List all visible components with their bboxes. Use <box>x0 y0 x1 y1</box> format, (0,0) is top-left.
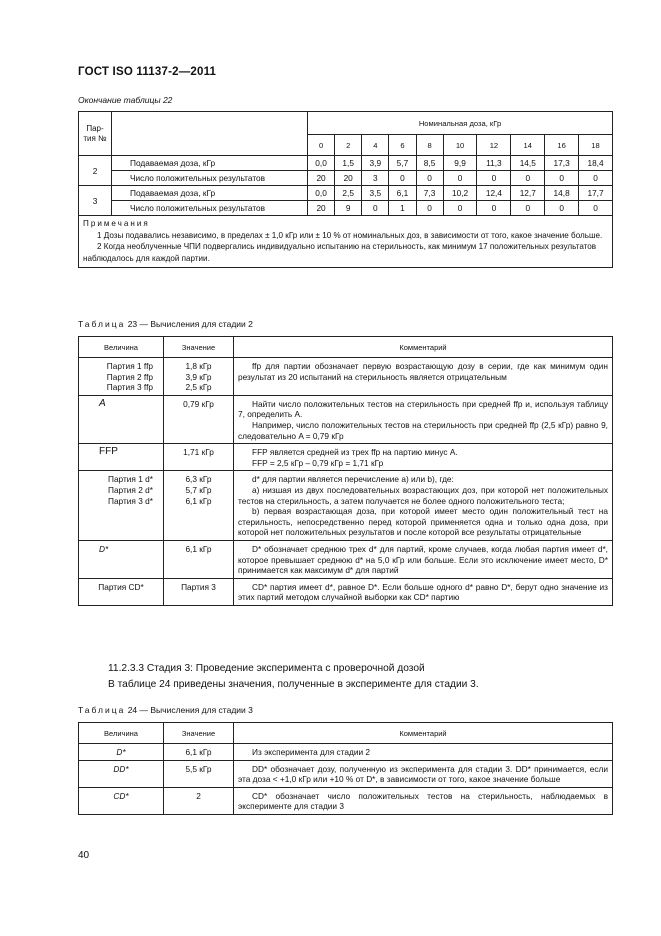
table-cell: 2,5 <box>335 186 362 201</box>
table-cell: 11,3 <box>477 156 511 171</box>
value-cell: 5,5 кГр <box>164 760 234 787</box>
col-quantity: Величина <box>79 723 164 744</box>
table23 <box>78 336 613 606</box>
dose-column-header: 6 <box>389 135 416 156</box>
notes-title: Примечания <box>83 219 150 228</box>
table-cell: 0 <box>443 201 477 216</box>
table-cell: 0,0 <box>308 186 335 201</box>
table-cell: 3 <box>362 171 389 186</box>
table-cell: 18,4 <box>579 156 613 171</box>
note-1: 1 Дозы подавались независимо, в пределах ± 1,0 кГр или ± 10 % от номинальных доз, в зависимости от того, какое значение больше. <box>97 230 603 240</box>
table-row <box>79 171 613 186</box>
table22 <box>78 111 613 268</box>
table-cell: 9 <box>335 201 362 216</box>
dose-column-header: 16 <box>545 135 579 156</box>
table-row <box>79 787 613 814</box>
batch-number: 3 <box>79 186 112 216</box>
table-cell: 12,4 <box>477 186 511 201</box>
table-cell: 0 <box>511 201 545 216</box>
table-row: A 0,79 кГр Найти число положительных тестов на стерильность при средней ffp и, используя таблицу 7, определить A. Например, число положительных тестов на стерильность при средней ffp (2,5 кГр) равно 9, следовательно A = 0,79 кГр <box>79 395 613 443</box>
col-value: Значение <box>164 337 234 358</box>
table-row: Партия 1 ffp Партия 2 ffp Партия 3 ffp 1,8 кГр 3,9 кГр 2,5 кГр ffp для партии обозначает первую возрастающую дозу в серии, где как минимум один результат из 20 испытаний на стерильность является отрицательным <box>79 358 613 396</box>
section-text: В таблице 24 приведены значения, полученные в эксперименте для стадии 3. <box>108 679 479 690</box>
table-row: D* 6,1 кГр D* обозначает среднюю трех d* для партий, кроме случаев, когда любая партия имеет d*, которое превышает среднюю d* на 5,0 кГр или больше. Если это исключение имеет место, D* принимается как максимум d* для партий <box>79 540 613 578</box>
dose-column-header: 0 <box>308 135 335 156</box>
table-cell: 0 <box>545 171 579 186</box>
col-value: Значение <box>164 723 234 744</box>
section-heading: 11.2.3.3 Стадия 3: Проведение эксперимента с проверочной дозой <box>108 663 425 674</box>
table-cell: 0 <box>511 171 545 186</box>
table-cell: 17,3 <box>545 156 579 171</box>
row-label: Подаваемая доза, кГр <box>112 156 308 171</box>
table-row: Партия 1 d* Партия 2 d* Партия 3 d* 6,3 кГр 5,7 кГр 6,1 кГр d* для партии является перечисление а) или b), где: а) низшая из двух последовательных возрастающих доз, при которой нет положительных тестов на стерильность, а затем получается не более одного положительного теста; b) первая возрастающая доза, при которой имеет место один положительный тест на стерильность, непосредственно перед которой применяется одна и только одна доза, при которой нет положительных результатов и после которой все результаты отрицательные <box>79 471 613 541</box>
table-cell: 0 <box>362 201 389 216</box>
table-row <box>79 744 613 761</box>
comment-cell: CD* обозначает число положительных тестов на стерильность, наблюдаемых в эксперименте для стадии 3 <box>238 790 608 812</box>
table-cell: 14,8 <box>545 186 579 201</box>
col-comment: Комментарий <box>234 723 613 744</box>
batch-header: Пар- тия № <box>79 112 112 156</box>
table-cell: 3,9 <box>362 156 389 171</box>
table22-notes <box>79 216 613 268</box>
table-cell: 0 <box>389 171 416 186</box>
table-cell: 5,7 <box>389 156 416 171</box>
comment-cell: Из эксперимента для стадии 2 <box>252 747 371 757</box>
table-cell: 9,9 <box>443 156 477 171</box>
document-header: ГОСТ ISO 11137-2—2011 <box>78 66 217 78</box>
table-row: Партия CD* Партия 3 CD* партия имеет d*, равное D*. Если больше одного d* равно D*, берут одно значение из этих партий методом случайной выборки как CD* партию <box>79 578 613 605</box>
row-label: Число положительных результатов <box>112 201 308 216</box>
table-cell: 0 <box>477 201 511 216</box>
table24-caption: Таблица 24 — Вычисления для стадии 3 <box>78 705 253 715</box>
table-cell: 7,3 <box>416 186 443 201</box>
table-row <box>79 186 613 201</box>
table-cell: 0 <box>579 171 613 186</box>
table-cell: 10,2 <box>443 186 477 201</box>
dose-column-header: 2 <box>335 135 362 156</box>
table-row <box>79 201 613 216</box>
note-2: 2 Когда необлученные ЧПИ подвергались индивидуально испытанию на стерильность, как минимум 17 положительных результатов наблюдалось для каждой партии. <box>83 242 597 263</box>
table-cell: 14,5 <box>511 156 545 171</box>
table-cell: 0 <box>416 171 443 186</box>
quantity-cell: CD* <box>79 787 164 814</box>
quantity-cell: DD* <box>79 760 164 787</box>
table-cell: 3,5 <box>362 186 389 201</box>
table-cell: 0 <box>443 171 477 186</box>
table-cell: 8,5 <box>416 156 443 171</box>
table-row <box>79 156 613 171</box>
table-cell: 6,1 <box>389 186 416 201</box>
comment-cell: DD* обозначает дозу, полученную из эксперимента для стадии 3. DD* принимается, если эта доза < +1,0 кГр или +10 % от D*, в зависимости от того, какое значение больше <box>238 763 608 785</box>
value-cell: 2 <box>164 787 234 814</box>
table-cell: 0 <box>477 171 511 186</box>
table22-caption: Окончание таблицы 22 <box>78 95 173 105</box>
table-row <box>79 760 613 787</box>
table-cell: 12,7 <box>511 186 545 201</box>
row-label: Число положительных результатов <box>112 171 308 186</box>
table-cell: 0 <box>545 201 579 216</box>
table-row: FFP 1,71 кГр FFP является средней из трех ffp на партию минус A. FFP = 2,5 кГр – 0,79 кГр = 1,71 кГр <box>79 444 613 471</box>
table-cell: 0 <box>579 201 613 216</box>
dose-column-header: 12 <box>477 135 511 156</box>
table-cell: 17,7 <box>579 186 613 201</box>
dose-column-header: 10 <box>443 135 477 156</box>
table-cell: 20 <box>308 171 335 186</box>
dose-column-header: 14 <box>511 135 545 156</box>
table-cell: 1 <box>389 201 416 216</box>
table-cell: 20 <box>335 171 362 186</box>
dose-column-header: 8 <box>416 135 443 156</box>
dose-header: Номинальная доза, кГр <box>308 112 613 135</box>
value-cell: 6,1 кГр <box>164 744 234 761</box>
table-cell: 20 <box>308 201 335 216</box>
table-cell: 1,5 <box>335 156 362 171</box>
table-cell: 0 <box>416 201 443 216</box>
table-cell: 0,0 <box>308 156 335 171</box>
col-quantity: Величина <box>79 337 164 358</box>
table23-caption: Таблица 23 — Вычисления для стадии 2 <box>78 319 253 329</box>
table24 <box>78 722 613 815</box>
row-label: Подаваемая доза, кГр <box>112 186 308 201</box>
batch-number: 2 <box>79 156 112 186</box>
page-number: 40 <box>78 850 90 861</box>
dose-column-header: 4 <box>362 135 389 156</box>
dose-column-header: 18 <box>579 135 613 156</box>
col-comment: Комментарий <box>234 337 613 358</box>
quantity-cell: D* <box>79 744 164 761</box>
